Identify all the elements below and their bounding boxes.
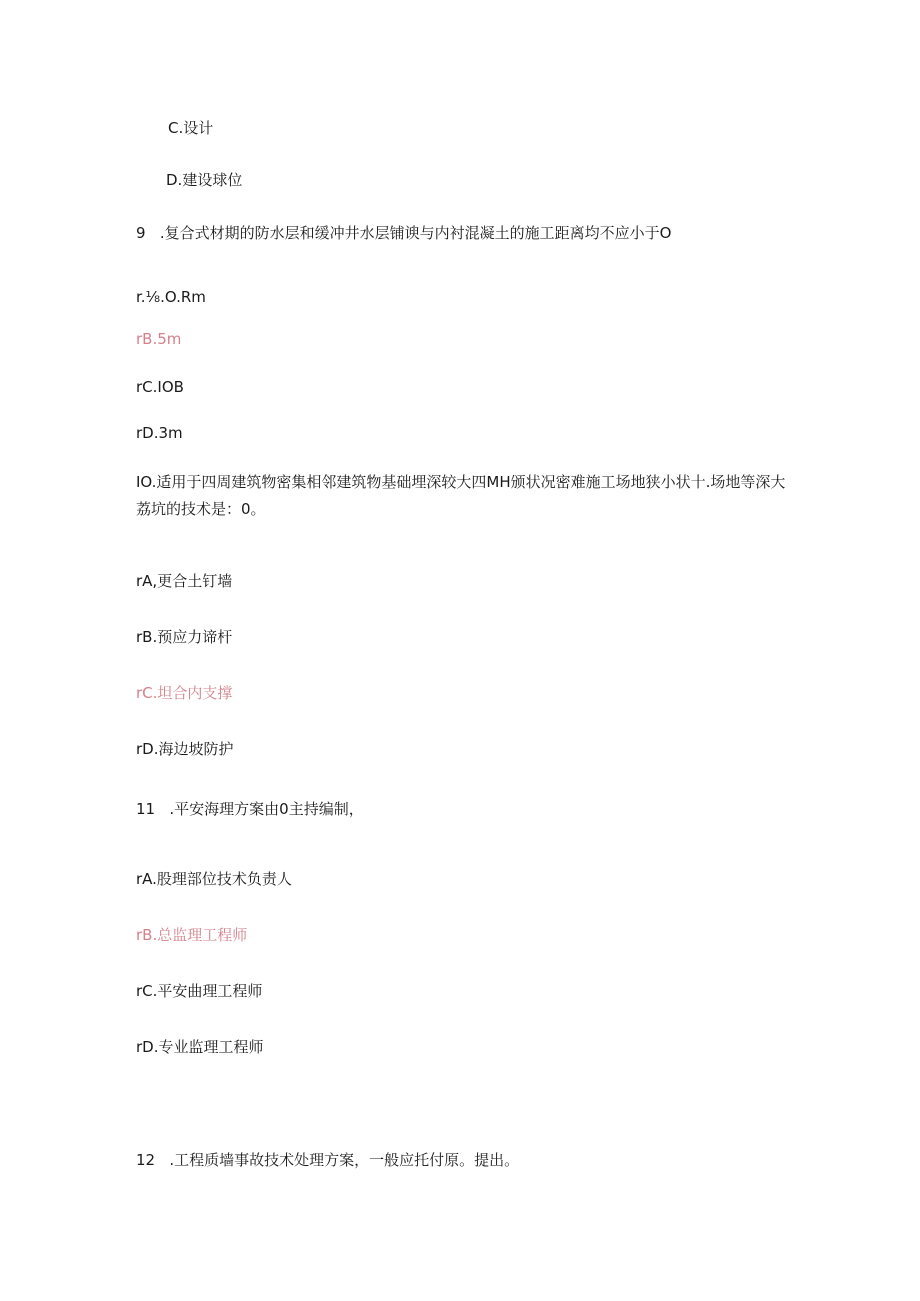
question-12: 12 .工程质墙事故技术处理方案，一般应托付原。提出。 [136, 1151, 520, 1169]
question-10: IO.适用于四周建筑物密集相邻建筑物基础埋深较大四MH颁状况密难施工场地狭小状十.场地等深大荔坑的技术是：0。 [136, 473, 786, 518]
question-11: 11 .平安海理方案由0主持编制， [136, 800, 364, 818]
option-c-design: C.设计 [168, 119, 214, 137]
question-10-option-d: rD.海边坡防护 [136, 740, 234, 758]
question-10-option-a: rA,更合土钉墙 [136, 572, 233, 590]
question-11-option-c: rC.平安曲理工程师 [136, 982, 263, 1000]
question-9-option-c: rC.ⅠOB [136, 378, 184, 396]
question-10-option-c: rC.坦合内支撑 [136, 684, 233, 702]
question-9-option-b: rB.5m [136, 330, 182, 348]
question-9: 9 .复合式材期的防水层和缓冲井水层铺谀与内衬混凝土的施工距离均不应小于O [136, 224, 672, 242]
question-11-option-a: rA.股理部位技术负责人 [136, 870, 292, 888]
question-9-option-a: r.⅛.O.Rm [136, 288, 206, 306]
question-11-option-d: rD.专业监理工程师 [136, 1038, 264, 1056]
question-11-option-b: rB.总监理工程师 [136, 926, 248, 944]
option-d-build-position: D.建设球位 [166, 171, 243, 189]
question-10-option-b: rB.预应力谛杆 [136, 628, 233, 646]
question-9-option-d: rD.3m [136, 424, 183, 442]
